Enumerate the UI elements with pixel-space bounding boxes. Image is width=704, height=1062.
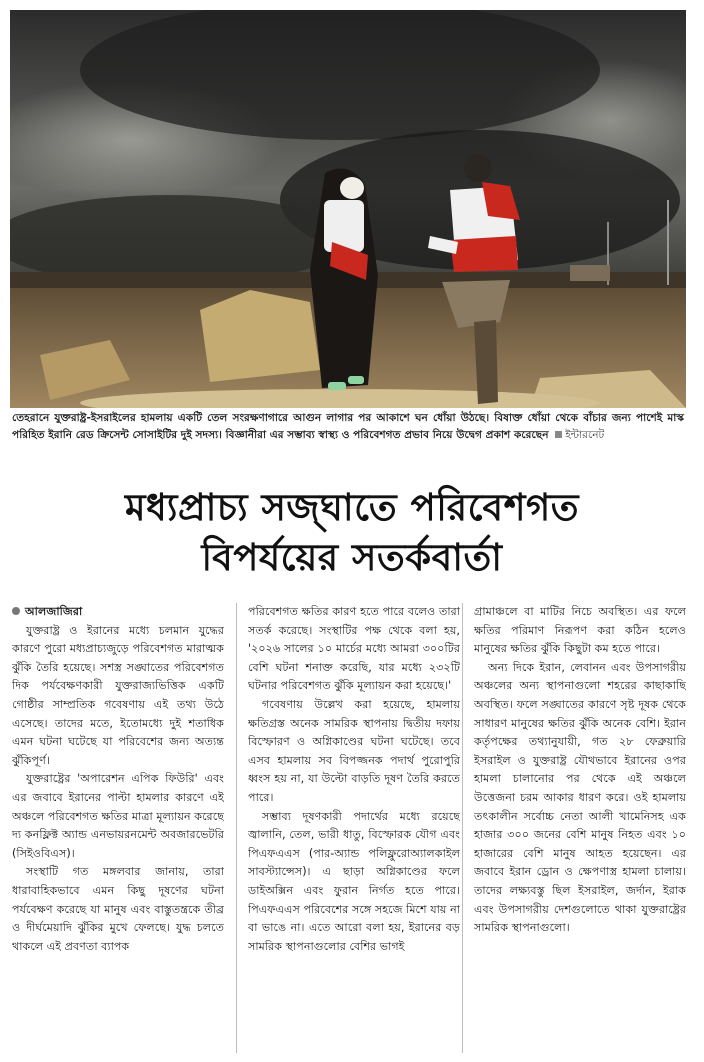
smoke-scene-illustration — [10, 10, 686, 408]
photo-caption — [12, 410, 684, 444]
photo-credit: ইন্টারনেট — [565, 429, 605, 441]
paragraph: যুক্তরাষ্ট্রের 'অপারেশন এপিক ফিউরি' এবং এর জবাবে ইরানের পাল্টা হামলার কারণে এই অঞ্চলে পরিবেশগত ক্ষতির মাত্রা মূল্যায়ন করেছে দ্য কনফ্লিক্ট অ্যান্ড এনভায়রনমেন্ট অবজারভেটরি (সিইওবিএস)। — [12, 772, 224, 860]
caption-text: তেহরানে যুক্তরাষ্ট্র-ইসরাইলের হামলায় একটি তেল সংরক্ষণাগারে আগুন লাগার পর আকাশে ঘন ধোঁয়া উঠছে। বিষাক্ত ধোঁয়া থেকে বাঁচার জন্য পাশেই মাস্ক পরিহিত ইরানি রেড ক্রিসেন্ট সোসাইটির দুই সদস্য। বিজ্ঞানীরা এর সম্ভাব্য স্বাস্থ্য ও পরিবেশগত প্রভাব নিয়ে উদ্বেগ প্রকাশ করেছেন — [12, 412, 684, 441]
credit-square-icon — [555, 431, 562, 438]
article-column-1 — [12, 603, 224, 1055]
headline-line-1: মধ্যপ্রাচ্য সজ্ঘাতে পরিবেশগত — [125, 486, 579, 529]
paragraph: গ্রামাঞ্চলে বা মাটির নিচে অবস্থিত। এর ফলে ক্ষতির পরিমাণ নিরূপণ করা কঠিন হলেও মানুষের ক্ষতির ঝুঁকি কিছুটা কম হতে পারে। — [474, 605, 686, 656]
byline-text: আলজাজিরা — [25, 605, 83, 618]
news-photo — [10, 10, 686, 408]
paragraph: পরিবেশগত ক্ষতির কারণ হতে পারে বলেও তারা সতর্ক করেছে। সংস্থাটির পক্ষ থেকে বলা হয়, '২০২৬ সালের ১০ মার্চের মধ্যে আমরা ৩০০টির বেশি ঘটনা শনাক্ত করেছি, যার মধ্যে ২৩২টি ঘটনার পরিবেশগত ঝুঁকি মূল্যায়ন করা হয়েছে।' — [248, 605, 460, 693]
paragraph: যুক্তরাষ্ট্র ও ইরানের মধ্যে চলমান যুদ্ধের কারণে পুরো মধ্যপ্রাচ্যজুড়ে পরিবেশগত মারাত্মক ঝুঁকি তৈরি হয়েছে। সশস্ত্র সঙ্ঘাতের পরিবেশগত দিক পর্যবেক্ষণকারী যুক্তরাজ্যভিত্তিক একটি গোষ্ঠীর সাম্প্রতিক গবেষণায় এই তথ্য উঠে এসেছে। তাদের মতে, ইতোমধ্যে দুই শতাধিক এমন ঘটনা ঘটেছে যা পরিবেশের জন্য অত্যন্ত ঝুঁকিপূর্ণ। — [12, 623, 224, 767]
paragraph: অন্য দিকে ইরান, লেবানন এবং উপসাগরীয় অঞ্চলের অন্য স্থাপনাগুলো শহরের কাছাকাছি অবস্থিত। ফলে সঙ্ঘাতের কারণে সৃষ্ট দূষক থেকে সাধারণ মানুষের ক্ষতির ঝুঁকি অনেক বেশি। ইরান কর্তৃপক্ষের তথ্যানুযায়ী, গত ২৮ ফেব্রুয়ারি ইসরাইল ও যুক্তরাষ্ট্র যৌথভাবে ইরানের ওপর হামলা চালানোর পর থেকে এই অঞ্চলে উত্তেজনা চরম আকার ধারণ করে। ওই হামলায় তৎকালীন সর্বোচ্চ নেতা আলী খামেনিসহ এক হাজার ৩০০ জনের বেশি মানুষ নিহত এবং ১০ হাজারের বেশি মানুষ আহত হয়েছেন। এর জবাবে ইরান ড্রোন ও ক্ষেপণাস্ত্র হামলা চালায়। তাদের লক্ষ্যবস্তু ছিল ইসরাইল, জর্দান, ইরাক এবং উপসাগরীয় দেশগুলোতে থাকা যুক্তরাষ্ট্রের সামরিক স্থাপনাগুলো। — [474, 660, 686, 935]
article-column-2 — [248, 603, 460, 1055]
byline — [12, 603, 224, 622]
paragraph: গবেষণায় উল্লেখ করা হয়েছে, হামলায় ক্ষতিগ্রস্ত অনেক সামরিক স্থাপনায় দ্বিতীয় দফায় বিস্ফোরণ ও অগ্নিকাণ্ডের ঘটনা ঘটেছে। তবে এসব হামলায় সব বিপজ্জনক পদার্থ পুরোপুরি ধ্বংস হয় না, যা উল্টো বাড়তি দূষণ তৈরি করতে পারে। — [248, 697, 460, 804]
article-headline — [0, 483, 704, 583]
headline-line-2: বিপর্যয়ের সতর্কবার্তা — [201, 536, 503, 579]
article-body — [12, 603, 698, 1055]
article-column-3 — [474, 603, 686, 1055]
paragraph: সম্ভাব্য দূষণকারী পদার্থের মধ্যে রয়েছে জ্বালানি, তেল, ভারী ধাতু, বিস্ফোরক যৌগ এবং পিএফএএস (পার-অ্যান্ড পলিফ্লুরোঅ্যালকাইল সাবস্ট্যান্সেস)। এ ছাড়া অগ্নিকাণ্ডের ফলে ডাইঅক্সিন এবং ফুরান নির্গত হতে পারে। পিএফএএস পরিবেশের সঙ্গে সহজে মিশে যায় না বা ভাঙে না। এতে আরো বলা হয়, ইরানের বড় সামরিক স্থাপনাগুলোর বেশির ভাগই — [248, 809, 460, 953]
bullet-icon — [12, 607, 20, 615]
paragraph: সংস্থাটি গত মঙ্গলবার জানায়, তারা ধারাবাহিকভাবে এমন কিছু দূষণের ঘটনা পর্যবেক্ষণ করেছে যা মানুষ এবং বাস্তুতন্ত্রকে তীব্র ও দীর্ঘমেয়াদি ঝুঁকির মুখে ফেলছে। যুদ্ধ চলতে থাকলে এই প্রবণতা ব্যাপক — [12, 865, 224, 953]
